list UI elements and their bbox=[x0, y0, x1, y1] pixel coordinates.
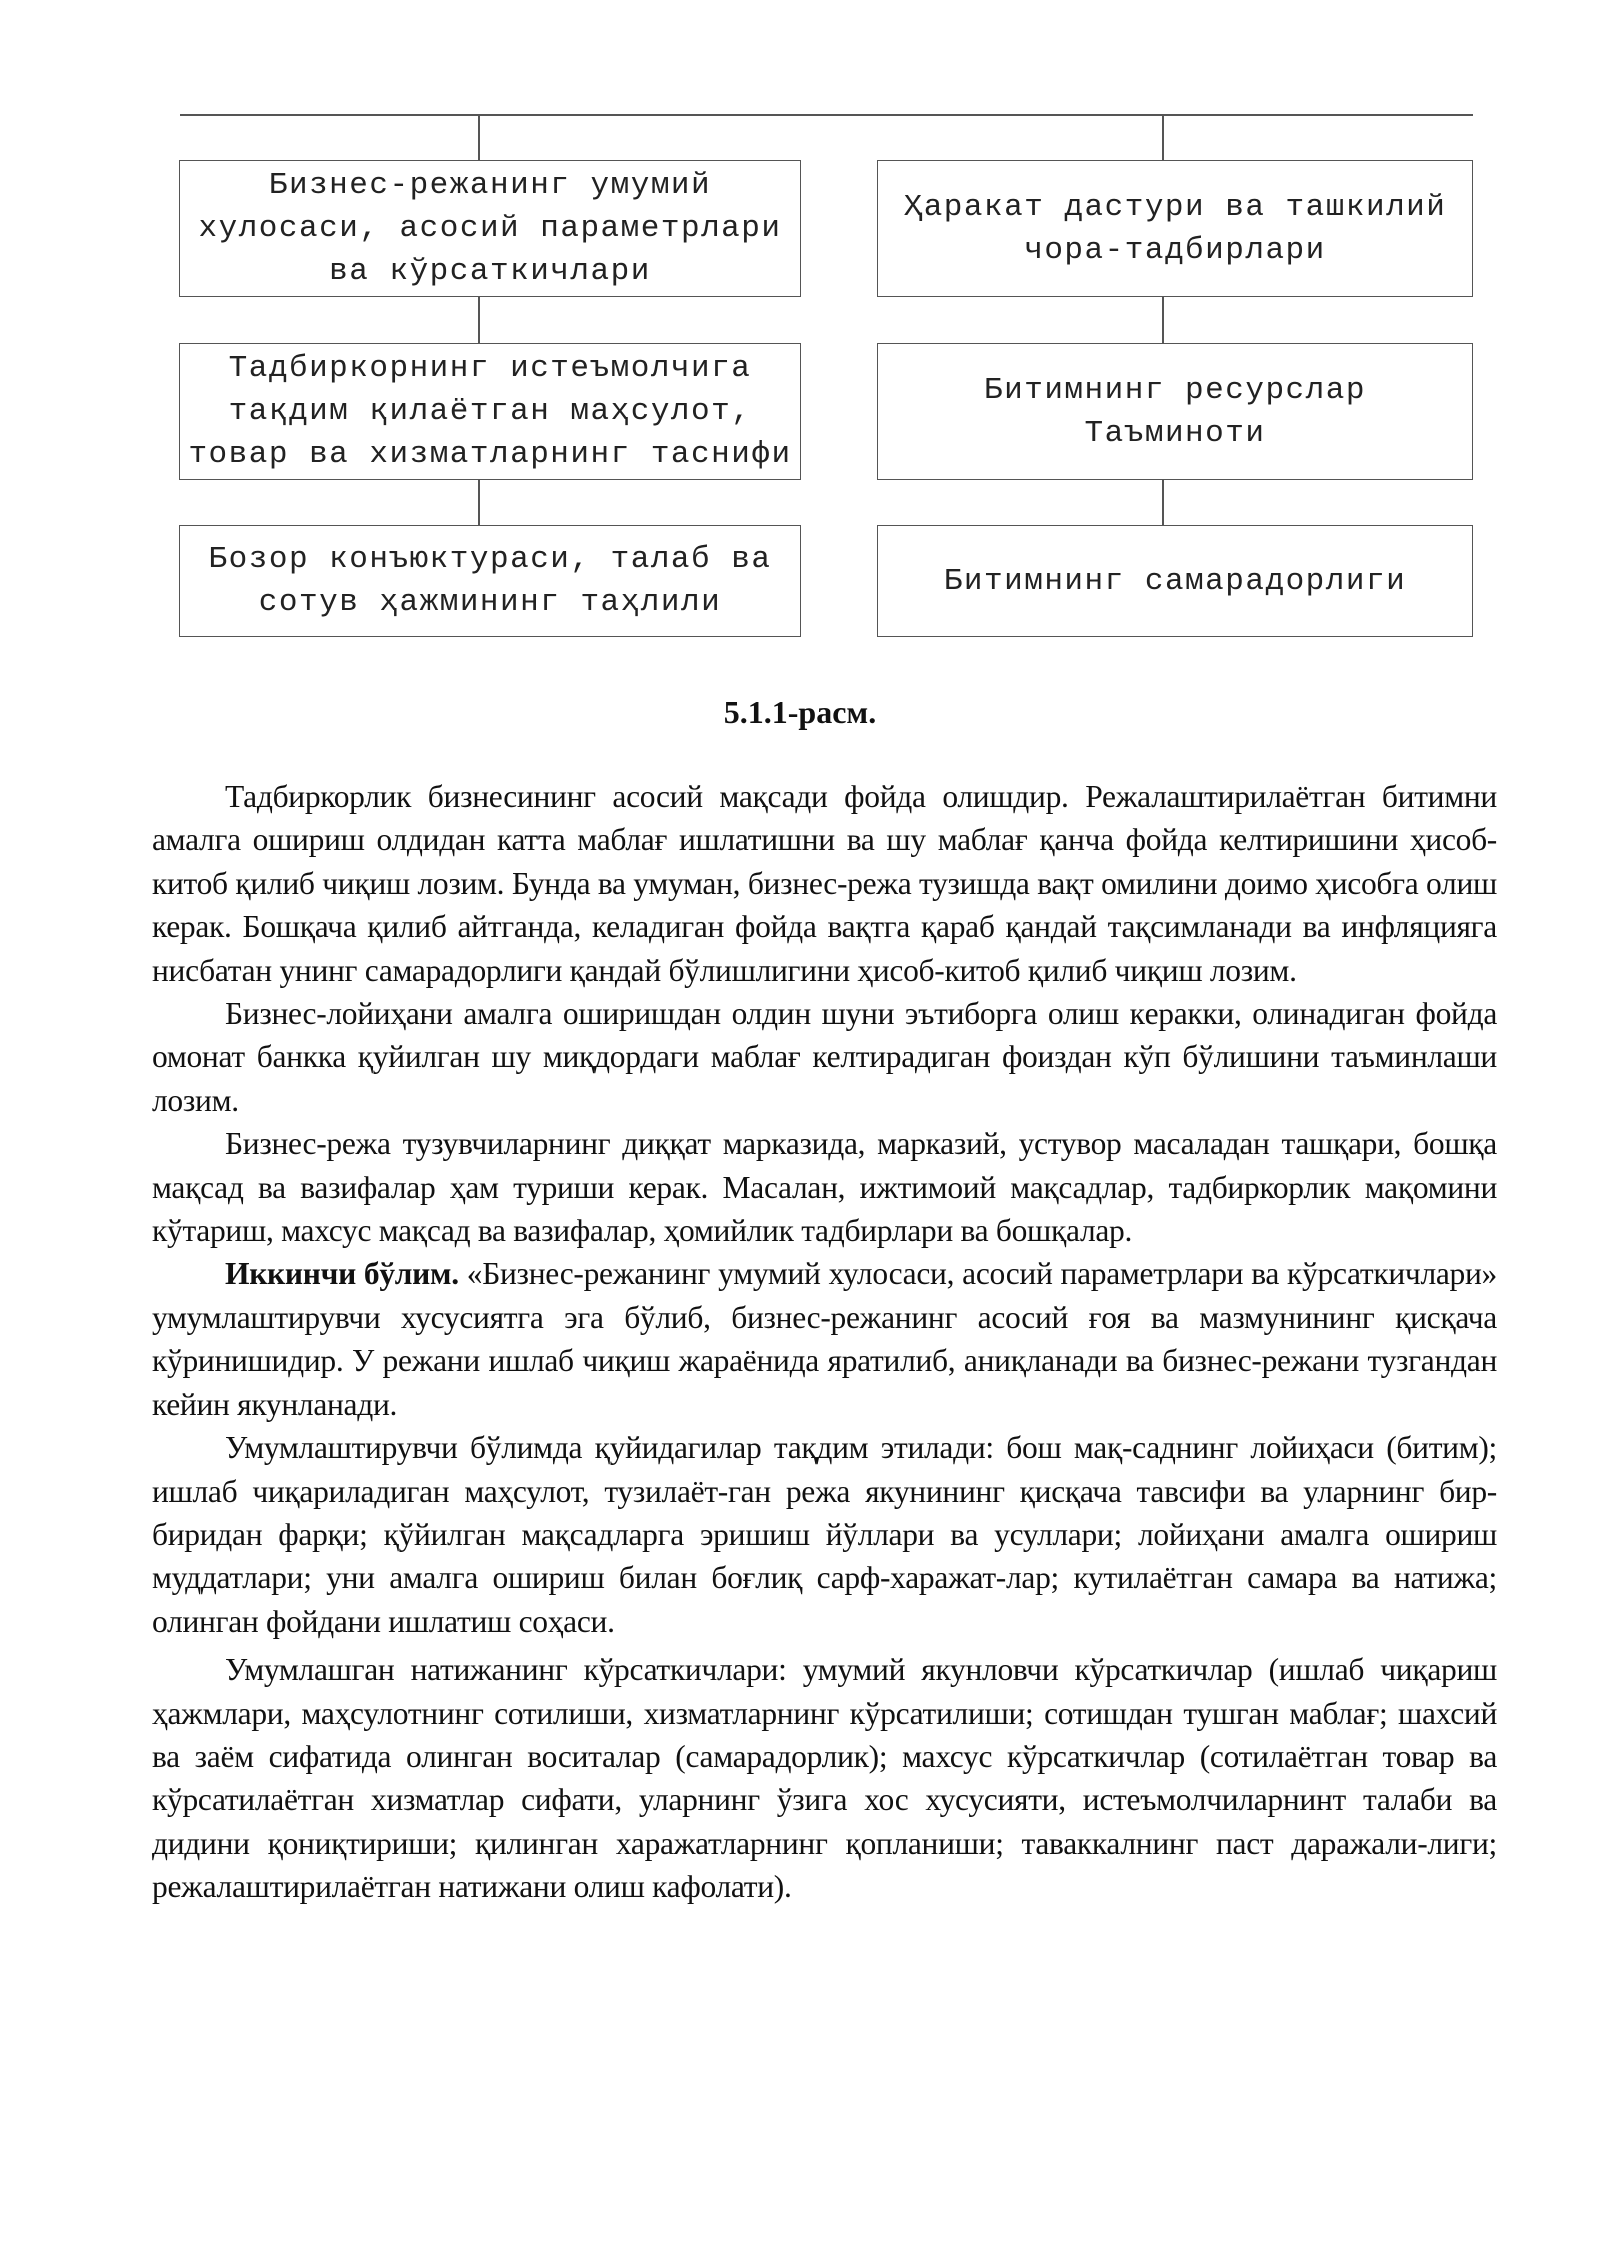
paragraph-1: Тадбиркорлик бизнесининг асосий мақсади фойда олишдир. Режалаштирилаётган битимни амалга ошириш олдидан катта маблағ ишлатишни ва шу маблағ қанча фойда келтиришини ҳисоб-китоб қилиб чиқиш лозим. Бунда ва умуман, бизнес-режа тузишда вақт омилини доимо ҳисобга олиш керак. Бошқача қилиб айтганда, келадиган фойда вақтга қараб қандай тақсимланади ва инфляцияга нисбатан унинг самарадорлиги қандай бўлишлигини ҳисоб-китоб қилиб чиқиш лозим. bbox=[152, 779, 1497, 988]
right-drop-line bbox=[1162, 115, 1164, 160]
body-text bbox=[152, 775, 1497, 1909]
section-2-heading: Иккинчи бўлим. bbox=[225, 1256, 459, 1292]
paragraph-5: Умумлаштирувчи бўлимда қуйидагилар тақдим этилади: бош мақ-саднинг лойиҳаси (битим); ишлаб чиқариладиган маҳсулот, тузилаёт-ган режа якунининг қисқача тавсифи ва уларнинг бир-биридан фарқи; қўйилган мақсадларга эришиш йўллари ва усуллари; лойиҳани амалга ошириш муддатлари; уни амалга ошириш билан боғлиқ сарф-харажат-лар; кутилаётган самара ва натижа; олинган фойдани ишлатиш соҳаси. bbox=[152, 1430, 1497, 1639]
box-resources: Битимнинг ресурслар Таъминоти bbox=[877, 343, 1473, 480]
paragraph-3: Бизнес-режа тузувчиларнинг диққат марказида, марказий, устувор масаладан ташқари, бошқа мақсад ва вазифалар ҳам туриши керак. Масалан, ижтимоий мақсадлар, тадбиркорлик мақомини кўтариш, махсус мақсад ва вазифалар, ҳомийлик тадбирлари ва бошқалар. bbox=[152, 1126, 1497, 1249]
left-drop-line bbox=[478, 115, 480, 160]
right-connector-2 bbox=[1162, 480, 1164, 525]
paragraph-6: Умумлашган натижанинг кўрсаткичлари: умумий якунловчи кўрсаткичлар (ишлаб чиқариш ҳажмлари, маҳсулотнинг сотилиши, хизматларнинг кўрсатилиши; сотишдан тушган маблағ; шахсий ва заём сифатида олинган воситалар (самарадорлик); махсус кўрсаткичлар (сотилаётган товар ва кўрсатилаётган хизматлар сифати, уларнинг ўзига хос хусусияти, истеъмолчиларнинт талаби ва дидини қониқтириши; қилинган харажатларнинг қопланиши; таваккалнинг паст даражали-лиги; режалаштирилаётган натижани олиш кафолати). bbox=[152, 1652, 1497, 1905]
left-connector-2 bbox=[478, 480, 480, 525]
box-action-program: Ҳаракат дастури ва ташкилий чора-тадбирлари bbox=[877, 160, 1473, 297]
paragraph-2: Бизнес-лойиҳани амалга оширишдан олдин шуни эътиборга олиш кeракки, олинадиган фойда омонат банкка қуйилган шу миқдордаги маблағ келтирадиган фоиздан кўп бўлишини таъминлаши лозим. bbox=[152, 996, 1497, 1118]
section-2-text: «Бизнес-режанинг умумий хулосаси, асосий параметрлари ва кўрсаткичлари» умумлаштирувчи хусусиятга эга бўлиб, бизнес-режанинг асосий ғоя ва мазмунининг қисқача кўринишидир. У режани ишлаб чиқиш жараёнида яратилиб, аниқланади ва бизнес-режани тузгандан кейин якунланади. bbox=[152, 1256, 1497, 1422]
paragraph-section-2 bbox=[152, 1252, 1497, 1426]
box-efficiency: Битимнинг самарадорлиги bbox=[877, 525, 1473, 637]
figure-caption: 5.1.1-расм. bbox=[723, 694, 877, 730]
box-market-analysis: Бозор конъюктураси, талаб ва сотув ҳажмининг таҳлили bbox=[179, 525, 801, 637]
top-connector-line bbox=[180, 114, 1473, 116]
right-connector-1 bbox=[1162, 297, 1164, 343]
box-product-description: Тадбиркорнинг истеъмолчига тақдим қилаётган маҳсулот, товар ва хизматларнинг таснифи bbox=[179, 343, 801, 480]
box-summary: Бизнес-режанинг умумий хулосаси, асосий параметрлари ва кўрсаткичлари bbox=[179, 160, 801, 297]
structure-diagram bbox=[0, 0, 1600, 680]
left-connector-1 bbox=[478, 297, 480, 343]
